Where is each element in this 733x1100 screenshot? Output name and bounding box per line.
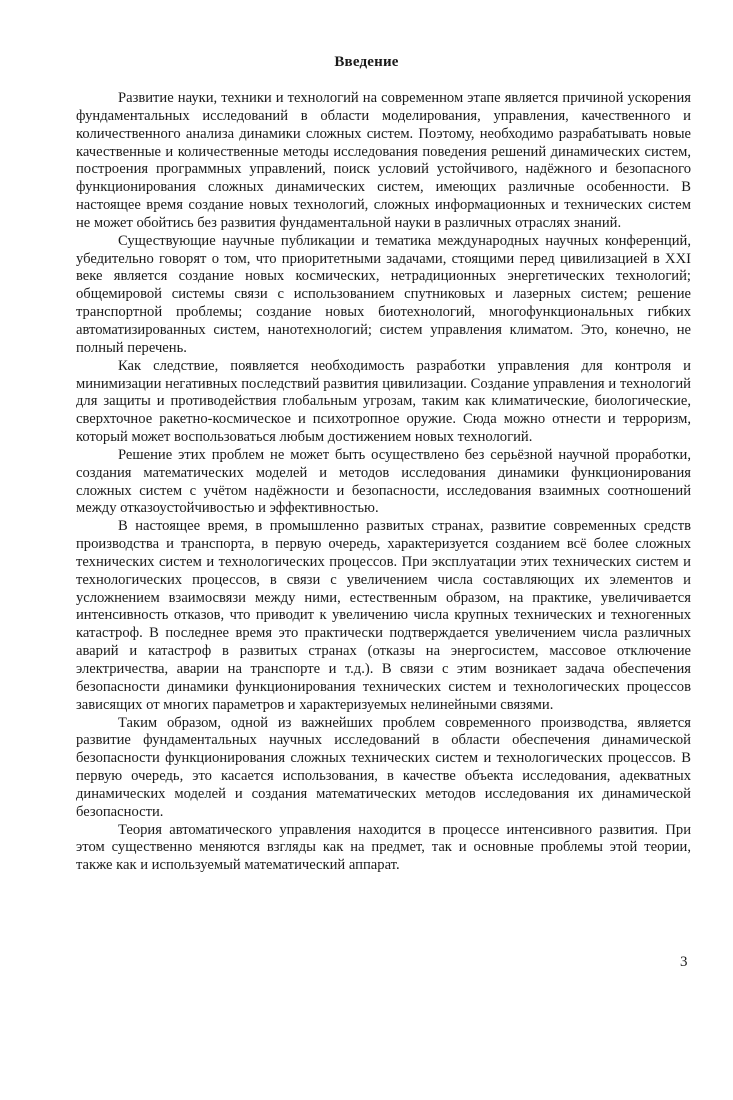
paragraph-2: Существующие научные публикации и тематика международных научных конференций, убедительно говорят о том, что приоритетными задачами, стоящими перед цивилизацией в XXI веке является создание новых космических, нетрадиционных энергетических технологий; общемировой системы связи с использованием спутниковых и лазерных систем; решение транспортной проблемы; создание новых биотехнологий, многофункциональных гибких автоматизированных систем, нанотехнологий; систем управления климатом. Это, конечно, не полный перечень. (76, 232, 691, 356)
paragraph-4: Решение этих проблем не может быть осуществлено без серьёзной научной проработки, создания математических моделей и методов исследования динамики функционирования сложных систем с учётом надёжности и безопасности, исследования взаимных соотношений между отказоустойчивостью и эффективностью. (76, 446, 691, 517)
paragraph-3: Как следствие, появляется необходимость разработки управления для контроля и минимизации негативных последствий развития цивилизации. Создание управления и технологий для защиты и противодействия глобальным угрозам, таким как климатические, биологические, сверхточное ракетно-космическое и психотропное оружие. Сюда можно отнести и терроризм, который может воспользоваться любым достижением новых технологий. (76, 357, 691, 446)
page-number: 3 (680, 954, 688, 970)
paragraph-6: Таким образом, одной из важнейших проблем современного производства, является развитие фундаментальных научных исследований в области обеспечения динамической безопасности функционирования сложных технических систем и технологических процессов. В первую очередь, это касается использования, в качестве объекта исследования, адекватных динамических моделей и создания математических методов исследования их динамической безопасности. (76, 714, 691, 820)
paragraph-1: Развитие науки, техники и технологий на современном этапе является причиной ускорения фундаментальных исследований в области моделирования, управления, качественного и количественного анализа динамики сложных систем. Поэтому, необходимо разрабатывать новые качественные и количественные методы исследования поведения решений динамических систем, построения программных управлений, поиск условий устойчивого, надёжного и безопасного функционирования сложных динамических систем, имеющих различные особенности. В настоящее время создание новых технологий, сложных информационных и технических систем не может обойтись без развития фундаментальной науки в различных отраслях знаний. (76, 90, 691, 231)
paragraph-7: Теория автоматического управления находится в процессе интенсивного развития. При этом существенно меняются взгляды как на предмет, так и основные проблемы этой теории, также как и используемый математический аппарат. (76, 821, 691, 874)
page-title: Введение (334, 54, 399, 70)
paragraph-5: В настоящее время, в промышленно развитых странах, развитие современных средств производства и транспорта, в первую очередь, характеризуется созданием всё более сложных технических систем и технологических процессов. При эксплуатации этих технических систем и технологических процессов, в связи с увеличением числа составляющих их элементов и усложнением взаимосвязи между ними, естественным образом, на практике, увеличивается интенсивность отказов, что приводит к увеличению числа крупных технических и техногенных катастроф. В последнее время это практически подтверждается увеличением числа различных аварий и катастроф в развитых странах (отказы на энергосистем, массовое отключение электричества, аварии на транспорте и т.д.). В связи с этим возникает задача обеспечения безопасности динамики функционирования технических систем и технологических процессов зависящих от многих параметров и характеризуемых нелинейными связями. (76, 518, 691, 713)
body-text (76, 90, 691, 875)
